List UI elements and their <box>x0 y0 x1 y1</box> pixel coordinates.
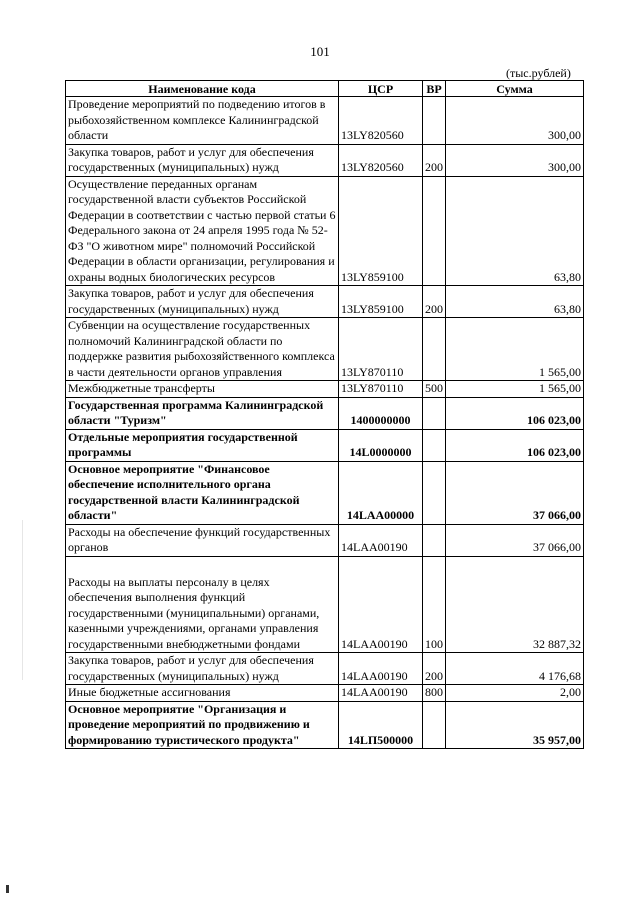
row-csr-cell: 14LAA00190 <box>339 524 423 556</box>
row-name-cell: Субвенции на осуществление государственных полномочий Калининградской области по поддержке развития рыбохозяйственного комплекса в части деятельности органов управления <box>66 318 339 381</box>
row-vr-cell <box>423 97 446 145</box>
row-name-cell: Межбюджетные трансферты <box>66 381 339 398</box>
row-vr-cell <box>423 318 446 381</box>
row-vr-cell <box>423 461 446 524</box>
table-row <box>66 701 584 749</box>
row-csr-cell: 14LAA00190 <box>339 556 423 653</box>
row-csr-cell: 13LY859100 <box>339 286 423 318</box>
row-name-cell: Иные бюджетные ассигнования <box>66 685 339 702</box>
table-header-row <box>66 81 584 97</box>
table-row <box>66 556 584 653</box>
row-sum-cell: 37 066,00 <box>446 524 584 556</box>
row-name-cell: Закупка товаров, работ и услуг для обеспечения государственных (муниципальных) нужд <box>66 653 339 685</box>
table-row <box>66 397 584 429</box>
row-csr-cell: 13LY870110 <box>339 381 423 398</box>
table-row <box>66 318 584 381</box>
row-sum-cell: 1 565,00 <box>446 381 584 398</box>
table-row <box>66 176 584 286</box>
header-csr: ЦСР <box>339 81 423 97</box>
table-row <box>66 429 584 461</box>
row-sum-cell: 106 023,00 <box>446 429 584 461</box>
row-vr-cell: 200 <box>423 144 446 176</box>
row-csr-cell: 13LY820560 <box>339 97 423 145</box>
table-row <box>66 685 584 702</box>
table-row <box>66 461 584 524</box>
row-vr-cell: 800 <box>423 685 446 702</box>
row-name-cell <box>66 556 339 653</box>
table-row <box>66 286 584 318</box>
table-row <box>66 381 584 398</box>
table-row <box>66 97 584 145</box>
header-name: Наименование кода <box>66 81 339 97</box>
row-csr-cell: 13LY859100 <box>339 176 423 286</box>
row-csr-cell: 14LAA00000 <box>339 461 423 524</box>
row-name-cell: Государственная программа Калининградской области "Туризм" <box>66 397 339 429</box>
header-vr: ВР <box>423 81 446 97</box>
row-name-cell: Расходы на обеспечение функций государственных органов <box>66 524 339 556</box>
row-vr-cell <box>423 397 446 429</box>
row-name-cell: Осуществление переданных органам государственной власти субъектов Российской Федерации в соответствии с частью первой статьи 6 Федерального закона от 24 апреля 1995 года № 52-ФЗ "О животном мире" полномочий Российской Федерации в области организации, регулирования и охраны водных биологических ресурсов <box>66 176 339 286</box>
row-sum-cell: 63,80 <box>446 286 584 318</box>
row-vr-cell <box>423 429 446 461</box>
row-sum-cell: 106 023,00 <box>446 397 584 429</box>
row-sum-cell: 37 066,00 <box>446 461 584 524</box>
row-sum-cell: 4 176,68 <box>446 653 584 685</box>
units-label: (тыс.рублей) <box>506 66 571 80</box>
row-sum-cell: 35 957,00 <box>446 701 584 749</box>
table-row <box>66 144 584 176</box>
row-sum-cell: 63,80 <box>446 176 584 286</box>
header-sum: Сумма <box>446 81 584 97</box>
row-csr-cell: 1400000000 <box>339 397 423 429</box>
table-row <box>66 524 584 556</box>
table-row <box>66 653 584 685</box>
row-name-cell: Основное мероприятие "Организация и проведение мероприятий по продвижению и формированию туристического продукта" <box>66 701 339 749</box>
row-csr-cell: 14LП500000 <box>339 701 423 749</box>
row-vr-cell: 200 <box>423 653 446 685</box>
row-csr-cell: 14L0000000 <box>339 429 423 461</box>
row-name-cell: Отдельные мероприятия государственной программы <box>66 429 339 461</box>
row-csr-cell: 13LY870110 <box>339 318 423 381</box>
row-vr-cell: 200 <box>423 286 446 318</box>
row-csr-cell: 14LAA00190 <box>339 653 423 685</box>
row-vr-cell <box>423 176 446 286</box>
row-sum-cell: 2,00 <box>446 685 584 702</box>
row-sum-cell: 300,00 <box>446 144 584 176</box>
row-vr-cell <box>423 701 446 749</box>
scan-artifact-mark <box>6 885 9 893</box>
row-sum-cell: 300,00 <box>446 97 584 145</box>
row-vr-cell: 100 <box>423 556 446 653</box>
scan-artifact-line <box>22 520 23 680</box>
row-vr-cell: 500 <box>423 381 446 398</box>
page-number: 101 <box>310 44 330 59</box>
row-name-cell: Основное мероприятие "Финансовое обеспечение исполнительного органа государственной власти Калининградской области" <box>66 461 339 524</box>
row-name-cell: Проведение мероприятий по подведению итогов в рыбохозяйственном комплексе Калининградской области <box>66 97 339 145</box>
row-csr-cell: 13LY820560 <box>339 144 423 176</box>
row-name-cell: Закупка товаров, работ и услуг для обеспечения государственных (муниципальных) нужд <box>66 144 339 176</box>
row-name-cell: Закупка товаров, работ и услуг для обеспечения государственных (муниципальных) нужд <box>66 286 339 318</box>
row-name-text: Расходы на выплаты персоналу в целях обеспечения выполнения функций государственными (муниципальными) органами, казенными учреждениями, органами управления государственными внебюджетными фондами <box>68 574 320 651</box>
row-vr-cell <box>423 524 446 556</box>
row-sum-cell: 1 565,00 <box>446 318 584 381</box>
row-csr-cell: 14LAA00190 <box>339 685 423 702</box>
row-sum-cell: 32 887,32 <box>446 556 584 653</box>
budget-table <box>65 80 584 749</box>
